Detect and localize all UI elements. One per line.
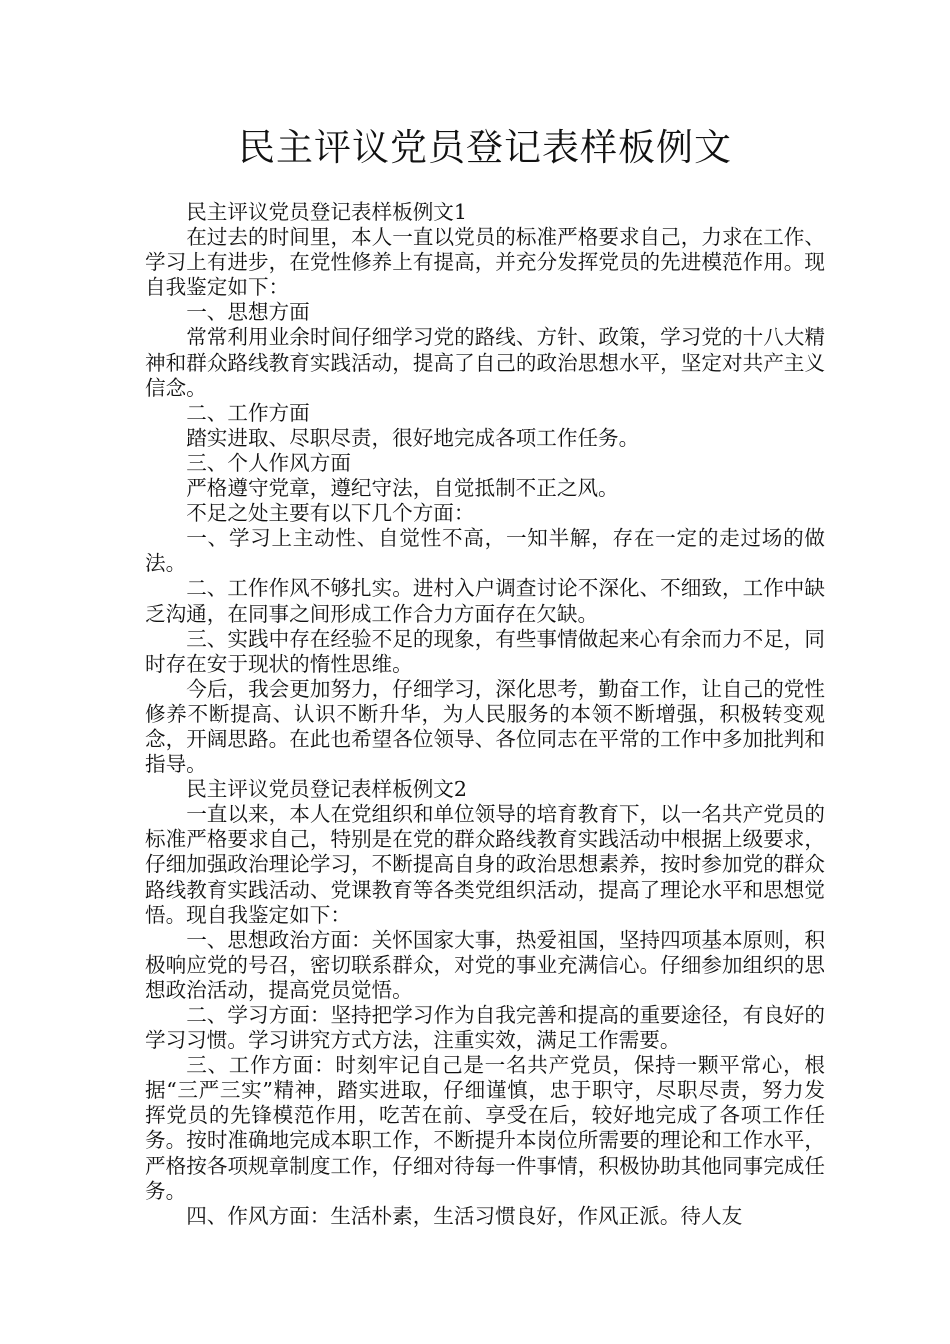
paragraph: 一直以来，本人在党组织和单位领导的培育教育下，以一名共产党员的标准严格要求自己，特别是在党的群众路线教育实践活动中根据上级要求，仔细加强政治理论学习，不断提高自身的政治思想素养，按时参加党的群众路线教育实践活动、党课教育等各类党组织活动，提高了理论水平和思想觉悟。现自我鉴定如下： [145, 802, 825, 927]
paragraph: 严格遵守党章，遵纪守法，自觉抵制不正之风。 [186, 476, 619, 501]
section-heading: 三、个人作风方面 [186, 450, 351, 475]
paragraph: 二、学习方面：坚持把学习作为自我完善和提高的重要途径，有良好的学习习惯。学习讲究方式方法，注重实效，满足工作需要。 [145, 1003, 825, 1053]
section-heading-example-2: 民主评议党员登记表样板例文2 [186, 777, 468, 802]
paragraph: 今后，我会更加努力，仔细学习，深化思考，勤奋工作，让自己的党性修养不断提高、认识不断升华，为人民服务的本领不断增强，积极转变观念，开阔思路。在此也希望各位领导、各位同志在平常的工作中多加批判和指导。 [145, 676, 825, 777]
document-title: 民主评议党员登记表样板例文 [238, 126, 732, 169]
paragraph: 踏实进取、尽职尽责，很好地完成各项工作任务。 [186, 425, 640, 450]
paragraph: 二、工作作风不够扎实。进村入户调查讨论不深化、不细致，工作中缺乏沟通，在同事之间形成工作合力方面存在欠缺。 [145, 576, 825, 626]
paragraph: 常常利用业余时间仔细学习党的路线、方针、政策，学习党的十八大精神和群众路线教育实践活动，提高了自己的政治思想水平，坚定对共产主义信念。 [145, 325, 825, 400]
section-heading: 一、思想方面 [186, 300, 310, 325]
paragraph: 一、学习上主动性、自觉性不高，一知半解，存在一定的走过场的做法。 [145, 526, 825, 576]
document-page [145, 118, 825, 1229]
paragraph: 三、实践中存在经验不足的现象，有些事情做起来心有余而力不足，同时存在安于现状的惰性思维。 [145, 626, 825, 676]
section-heading-example-1: 民主评议党员登记表样板例文1 [186, 200, 468, 224]
paragraph: 一、思想政治方面：关怀国家大事，热爱祖国，坚持四项基本原则，积极响应党的号召，密切联系群众，对党的事业充满信心。仔细参加组织的思想政治活动，提高党员觉悟。 [145, 927, 825, 1002]
paragraph: 不足之处主要有以下几个方面： [186, 501, 475, 526]
paragraph: 三、工作方面：时刻牢记自己是一名共产党员，保持一颗平常心，根据“三严三实”精神，踏实进取，仔细谨慎，忠于职守，尽职尽责，努力发挥党员的先锋模范作用，吃苦在前、享受在后，较好地完成了各项工作任务。按时准确地完成本职工作，不断提升本岗位所需要的理论和工作水平，严格按各项规章制度工作，仔细对待每一件事情，积极协助其他同事完成任务。 [145, 1053, 825, 1203]
document-body [145, 200, 825, 1229]
paragraph: 在过去的时间里，本人一直以党员的标准严格要求自己，力求在工作、学习上有进步，在党性修养上有提高，并充分发挥党员的先进模范作用。现自我鉴定如下： [145, 225, 825, 300]
section-heading: 二、工作方面 [186, 400, 310, 425]
paragraph: 四、作风方面：生活朴素，生活习惯良好，作风正派。待人友 [186, 1203, 743, 1228]
